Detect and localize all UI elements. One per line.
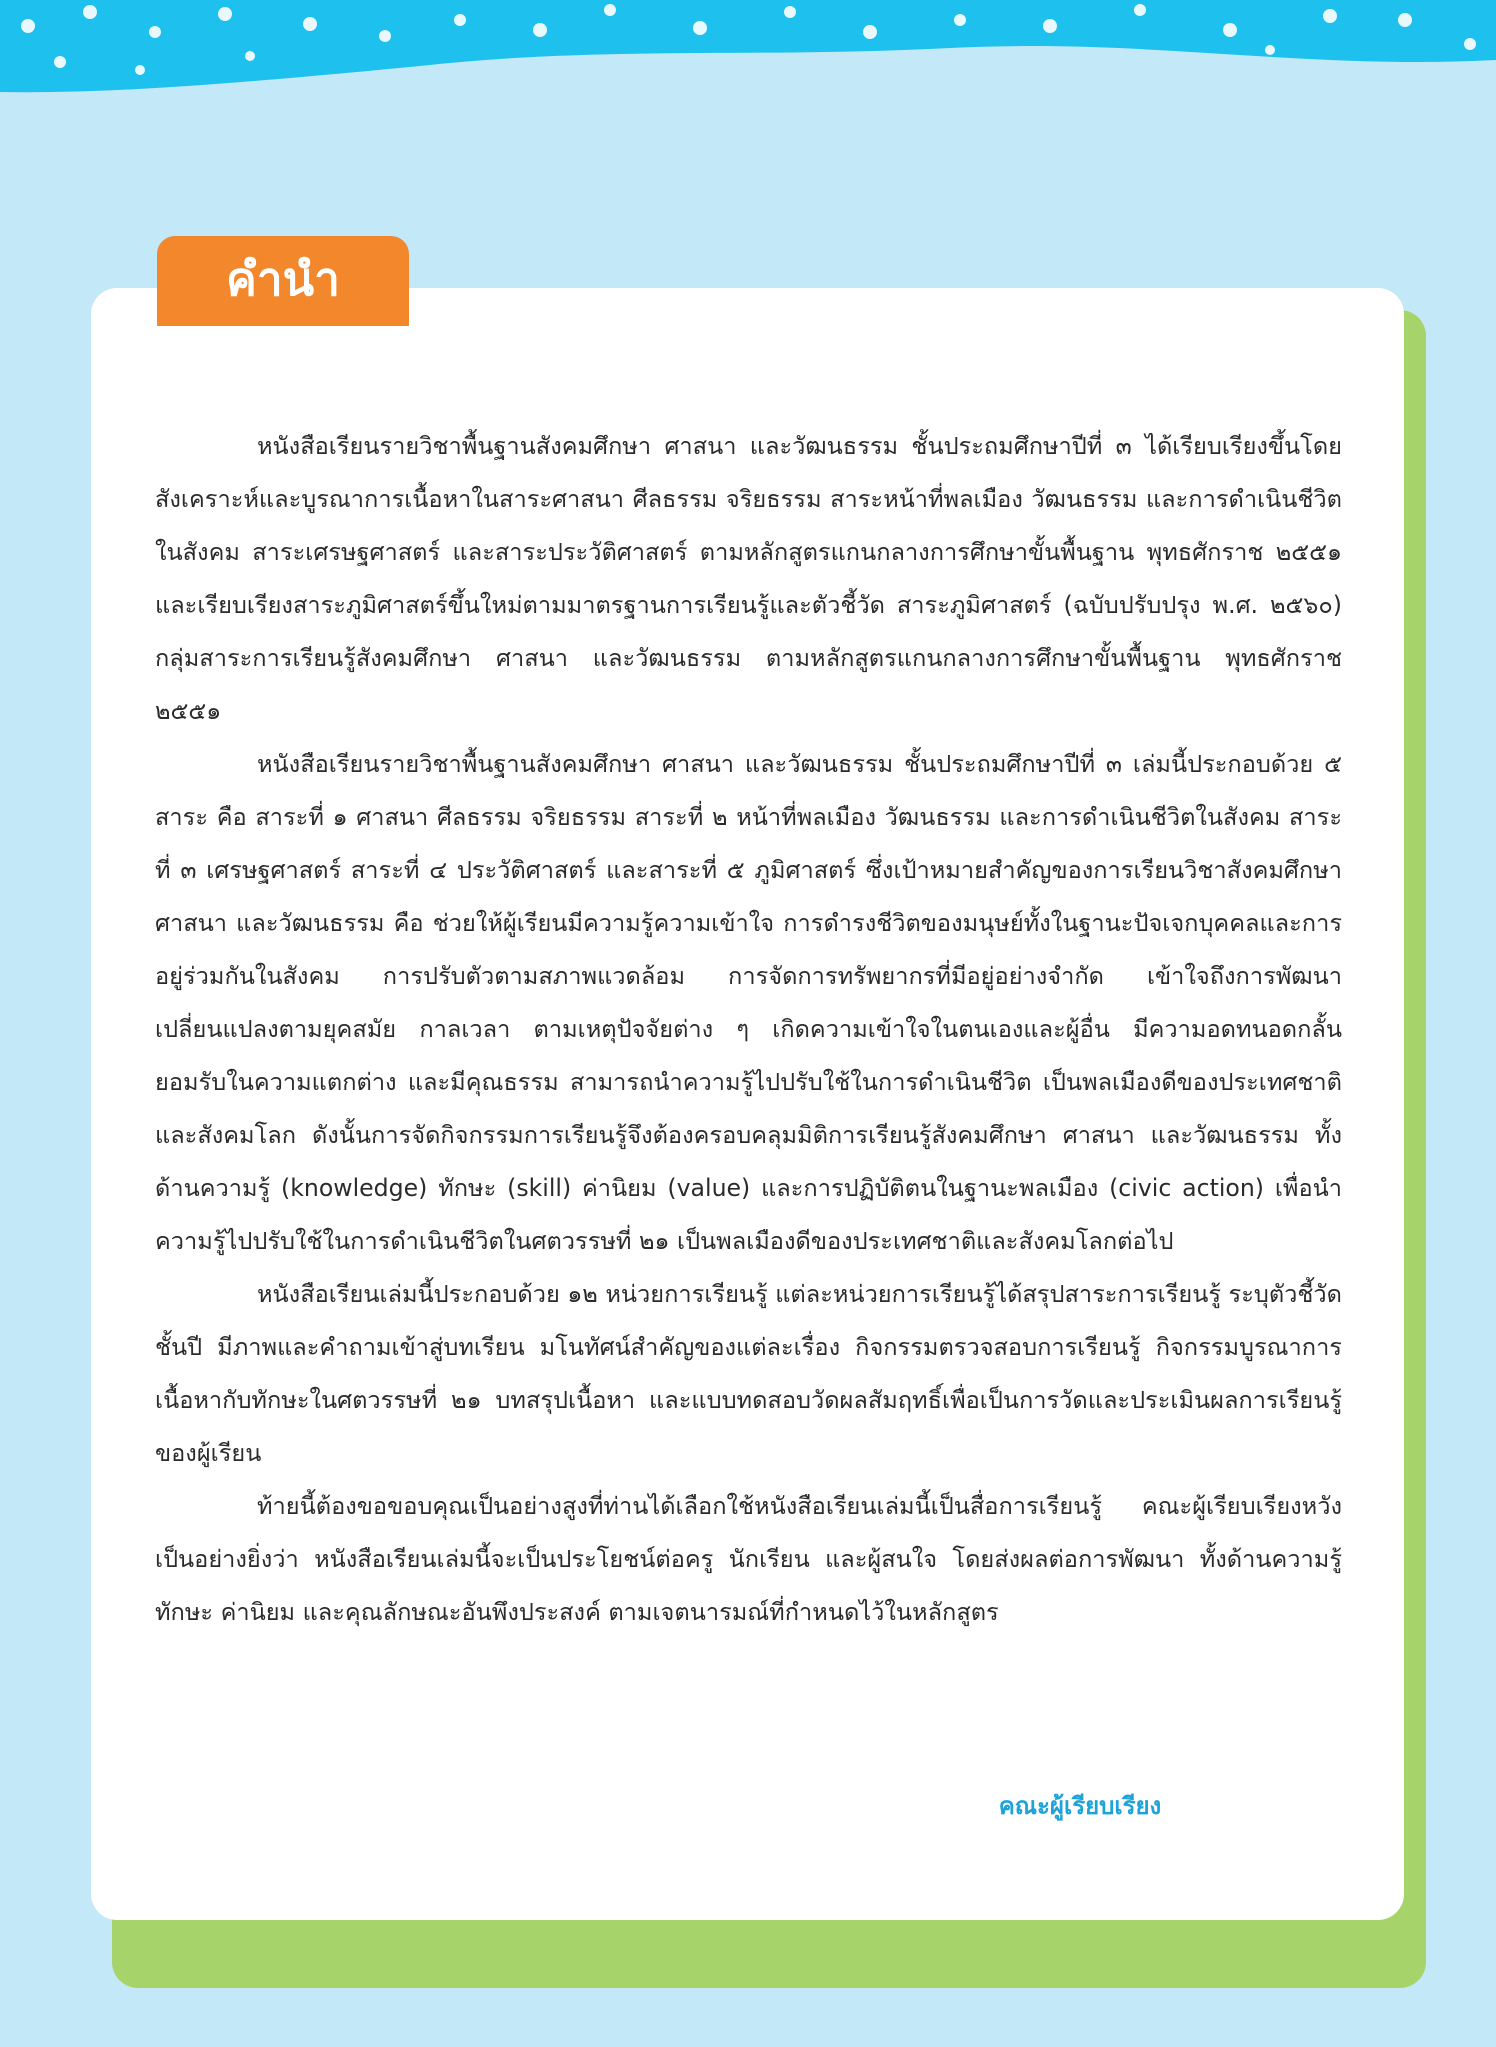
page-title: คำนำ — [157, 236, 409, 326]
paragraph-3: หนังสือเรียนเล่มนี้ประกอบด้วย ๑๒ หน่วยการเรียนรู้ แต่ละหน่วยการเรียนรู้ได้สรุปสาระการเรียนรู้ ระบุตัวชี้วัดชั้นปี มีภาพและคำถามเข้าสู่บทเรียน มโนทัศน์สำคัญของแต่ละเรื่อง กิจกรรมตรวจสอบการเรียนรู้ กิจกรรมบูรณาการเนื้อหากับทักษะในศตวรรษที่ ๒๑ บทสรุปเนื้อหา และแบบทดสอบวัดผลสัมฤทธิ์เพื่อเป็นการวัดและประเมินผลการเรียนรู้ของผู้เรียน — [155, 1280, 1342, 1467]
dotted-wave-banner — [0, 0, 1496, 100]
preface-body — [155, 420, 1342, 1639]
paragraph-1: หนังสือเรียนรายวิชาพื้นฐานสังคมศึกษา ศาสนา และวัฒนธรรม ชั้นประถมศึกษาปีที่ ๓ ได้เรียบเรียงขึ้นโดยสังเคราะห์และบูรณาการเนื้อหาในสาระศาสนา ศีลธรรม จริยธรรม สาระหน้าที่พลเมือง วัฒนธรรม และการดำเนินชีวิตในสังคม สาระเศรษฐศาสตร์ และสาระประวัติศาสตร์ ตามหลักสูตรแกนกลางการศึกษาขั้นพื้นฐาน พุทธศักราช ๒๕๕๑ และเรียบเรียงสาระภูมิศาสตร์ขึ้นใหม่ตามมาตรฐานการเรียนรู้และตัวชี้วัด สาระภูมิศาสตร์ (ฉบับปรับปรุง พ.ศ. ๒๕๖๐) กลุ่มสาระการเรียนรู้สังคมศึกษา ศาสนา และวัฒนธรรม ตามหลักสูตรแกนกลางการศึกษาขั้นพื้นฐาน พุทธศักราช ๒๕๕๑ — [155, 432, 1342, 725]
paragraph-4: ท้ายนี้ต้องขอขอบคุณเป็นอย่างสูงที่ท่านได้เลือกใช้หนังสือเรียนเล่มนี้เป็นสื่อการเรียนรู้ คณะผู้เรียบเรียงหวังเป็นอย่างยิ่งว่า หนังสือเรียนเล่มนี้จะเป็นประโยชน์ต่อครู นักเรียน และผู้สนใจ โดยส่งผลต่อการพัฒนา ทั้งด้านความรู้ ทักษะ ค่านิยม และคุณลักษณะอันพึงประสงค์ ตามเจตนารมณ์ที่กำหนดไว้ในหลักสูตร — [155, 1492, 1342, 1626]
signature: คณะผู้เรียบเรียง — [998, 1792, 1162, 1820]
paragraph-2: หนังสือเรียนรายวิชาพื้นฐานสังคมศึกษา ศาสนา และวัฒนธรรม ชั้นประถมศึกษาปีที่ ๓ เล่มนี้ประกอบด้วย ๕ สาระ คือ สาระที่ ๑ ศาสนา ศีลธรรม จริยธรรม สาระที่ ๒ หน้าที่พลเมือง วัฒนธรรม และการดำเนินชีวิตในสังคม สาระที่ ๓ เศรษฐศาสตร์ สาระที่ ๔ ประวัติศาสตร์ และสาระที่ ๕ ภูมิศาสตร์ ซึ่งเป้าหมายสำคัญของการเรียนวิชาสังคมศึกษา ศาสนา และวัฒนธรรม คือ ช่วยให้ผู้เรียนมีความรู้ความเข้าใจ การดำรงชีวิตของมนุษย์ทั้งในฐานะปัจเจกบุคคลและการอยู่ร่วมกันในสังคม การปรับตัวตามสภาพแวดล้อม การจัดการทรัพยากรที่มีอยู่อย่างจำกัด เข้าใจถึงการพัฒนาเปลี่ยนแปลงตามยุคสมัย กาลเวลา ตามเหตุปัจจัยต่าง ๆ เกิดความเข้าใจในตนเองและผู้อื่น มีความอดทนอดกลั้น ยอมรับในความแตกต่าง และมีคุณธรรม สามารถนำความรู้ไปปรับใช้ในการดำเนินชีวิต เป็นพลเมืองดีของประเทศชาติและสังคมโลก ดังนั้นการจัดกิจกรรมการเรียนรู้จึงต้องครอบคลุมมิติการเรียนรู้สังคมศึกษา ศาสนา และวัฒนธรรม ทั้งด้านความรู้ (knowledge) ทักษะ (skill) ค่านิยม (value) และการปฏิบัติตนในฐานะพลเมือง (civic action) เพื่อนำความรู้ไปปรับใช้ในการดำเนินชีวิตในศตวรรษที่ ๒๑ เป็นพลเมืองดีของประเทศชาติและสังคมโลกต่อไป — [155, 750, 1342, 1255]
